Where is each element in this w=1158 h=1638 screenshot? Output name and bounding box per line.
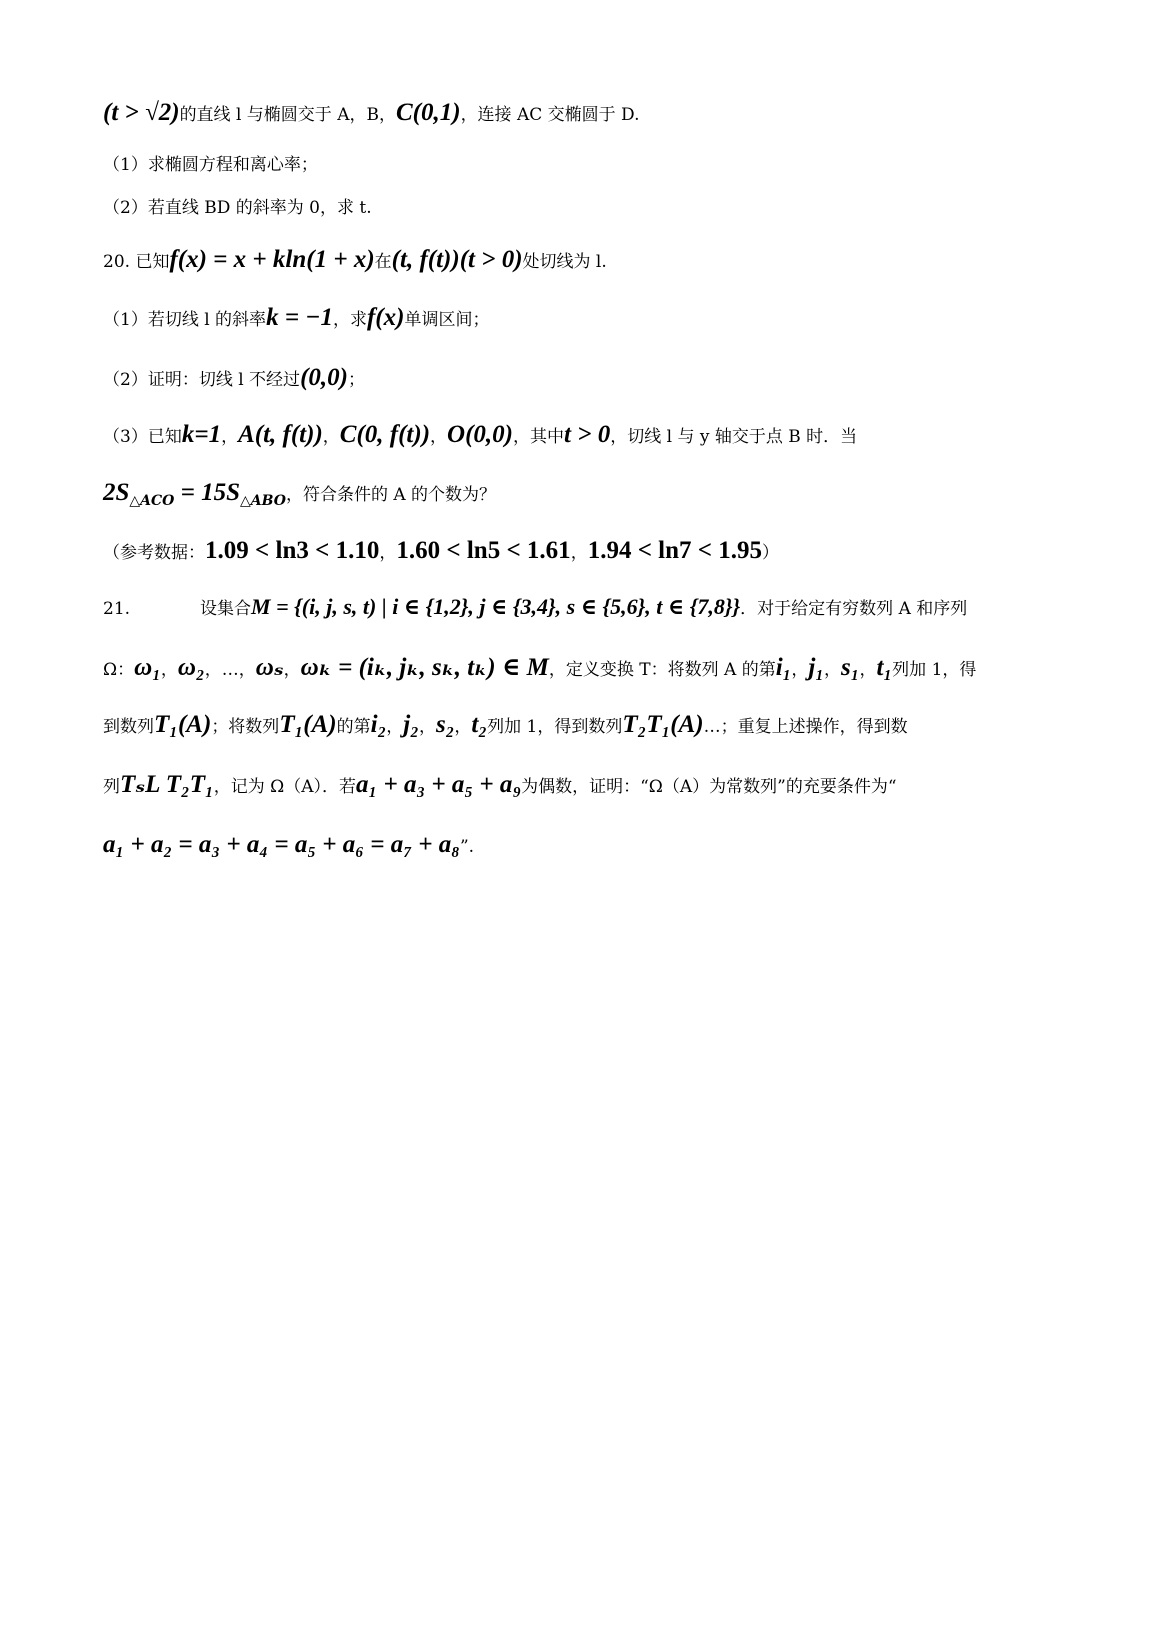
- problem-21-line-5: a₁ + a₂ = a₃ + a₄ = a₅ + a₆ = a₇ + a₈”.: [103, 831, 475, 858]
- problem-20-part-3: （3）已知k=1，A(t, f(t))，C(0, f(t))，O(0,0)，其中t > 0，切线 l 与 y 轴交于点 B 时．当: [103, 421, 858, 448]
- problem-21-line-4: 列TₛL T₂T₁，记为 Ω（A）．若a₁ + a₃ + a₅ + a₉为偶数，证明：“Ω（A）为常数列”的充要条件为“: [103, 771, 897, 798]
- math-set-m: M = {(i, j, s, t) | i ∈ {1,2}, j ∈ {3,4}, s ∈ {5,6}, t ∈ {7,8}}: [251, 594, 741, 619]
- reference-data: （参考数据：1.09 < ln3 < 1.10，1.60 < ln5 < 1.61，1.94 < ln7 < 1.95）: [103, 537, 780, 564]
- problem-20-part-1: （1）若切线 l 的斜率k = −1，求f(x)单调区间；: [103, 304, 490, 331]
- problem-20-stem: 20. 已知f(x) = x + kln(1 + x)在(t, f(t))(t > 0)处切线为 l.: [103, 246, 607, 273]
- problem-20-part-2: （2）证明：切线 l 不经过(0,0)；: [103, 364, 365, 391]
- problem-19-continuation: (t > √2)的直线 l 与椭圆交于 A，B，C(0,1)，连接 AC 交椭圆于 D.: [103, 99, 640, 126]
- math-point-c: C(0,1): [395, 99, 461, 126]
- problem-21-stem: 21. 设集合M = {(i, j, s, t) | i ∈ {1,2}, j ∈ {3,4}, s ∈ {5,6}, t ∈ {7,8}}．对于给定有穷数列 A 和序列: [103, 594, 968, 619]
- math-t-condition: (t > √2): [103, 99, 180, 126]
- math-origin: (0,0): [300, 364, 348, 391]
- math-tangent-point: (t, f(t))(t > 0): [391, 246, 523, 273]
- math-fx: f(x): [366, 304, 405, 331]
- problem-19-part-2: （2）若直线 BD 的斜率为 0，求 t.: [103, 198, 372, 218]
- problem-21-line-2: Ω：ω₁，ω₂，…，ωₛ，ωₖ = (iₖ, jₖ, sₖ, tₖ) ∈ M，定义变换 T：将数列 A 的第i₁，j₁，s₁，t₁列加 1，得: [103, 654, 977, 681]
- problem-21-line-3: 到数列T₁(A)；将数列T₁(A)的第i₂，j₂，s₂，t₂列加 1，得到数列T₂T₁(A)…；重复上述操作，得到数: [103, 711, 908, 738]
- problem-20-part-3-cont: $2S_{\triangle ACO} = 15S_{\triangle ABO}$，符合条件的 A 的个数为？: [103, 479, 497, 509]
- math-function-f: f(x) = x + kln(1 + x): [169, 246, 375, 273]
- math-slope: k = −1: [266, 304, 333, 331]
- problem-19-part-1: （1）求椭圆方程和离心率；: [103, 155, 318, 175]
